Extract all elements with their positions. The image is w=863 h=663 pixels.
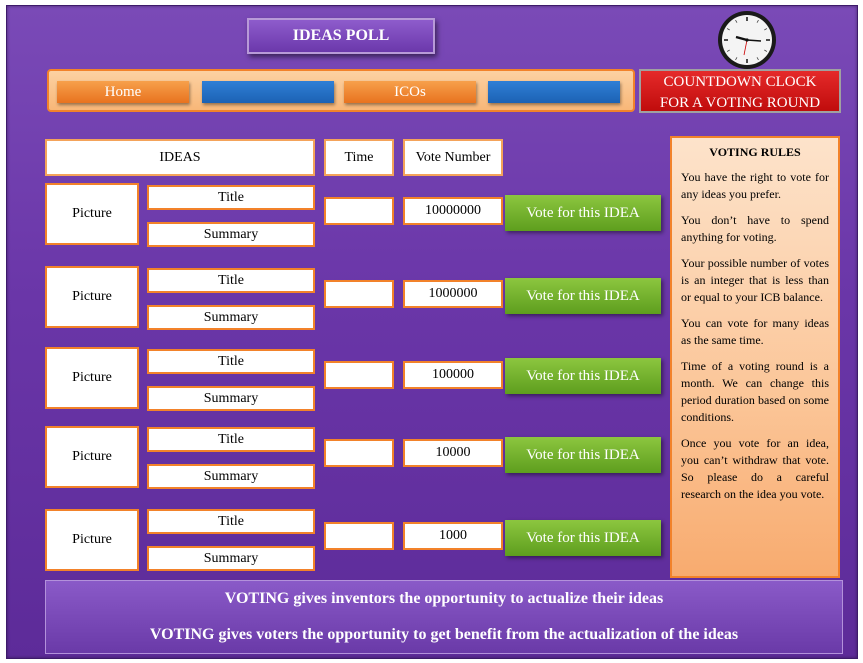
- idea-time: [324, 197, 394, 225]
- rule-text: You don’t have to spend anything for voting.: [681, 213, 829, 244]
- footer-line2: VOTING gives voters the opportunity to get benefit from the actualization of the ideas: [149, 626, 739, 643]
- idea-picture[interactable]: Picture: [45, 183, 139, 245]
- rule-text: You have the right to vote for any ideas you prefer.: [681, 170, 829, 201]
- idea-summary[interactable]: Summary: [147, 222, 315, 247]
- idea-time: [324, 522, 394, 550]
- vote-button[interactable]: Vote for this IDEA: [505, 195, 661, 231]
- vote-button[interactable]: Vote for this IDEA: [505, 278, 661, 314]
- rule-text: Time of a voting round is a month. We can change this period duration based on some conditions.: [681, 359, 829, 424]
- time-header: Time: [324, 139, 394, 176]
- idea-vote-number: 1000: [403, 522, 503, 550]
- rule-text: You can vote for many ideas as the same time.: [681, 316, 829, 347]
- countdown-line2: FOR A VOTING ROUND: [659, 95, 821, 111]
- idea-title[interactable]: Title: [147, 185, 315, 210]
- idea-vote-number: 10000000: [403, 197, 503, 225]
- countdown-clock[interactable]: [639, 69, 841, 113]
- nav-bar: [47, 69, 635, 112]
- idea-summary[interactable]: Summary: [147, 305, 315, 330]
- idea-time: [324, 280, 394, 308]
- nav-item-4[interactable]: [488, 81, 620, 103]
- rule-text: Once you vote for an idea, you can’t withdraw that vote. So please do a careful research on the idea you vote.: [681, 436, 829, 501]
- idea-summary[interactable]: Summary: [147, 386, 315, 411]
- idea-vote-number: 100000: [403, 361, 503, 389]
- footer-banner: [45, 580, 843, 654]
- idea-time: [324, 361, 394, 389]
- poll-page: [6, 5, 858, 659]
- vote-button[interactable]: Vote for this IDEA: [505, 520, 661, 556]
- footer-line1: VOTING gives inventors the opportunity to actualize their ideas: [224, 590, 664, 607]
- idea-title[interactable]: Title: [147, 349, 315, 374]
- idea-picture[interactable]: Picture: [45, 347, 139, 409]
- idea-time: [324, 439, 394, 467]
- nav-icos[interactable]: ICOs: [344, 81, 476, 103]
- idea-vote-number: 1000000: [403, 280, 503, 308]
- clock-icon: [717, 10, 777, 70]
- nav-item-2[interactable]: [202, 81, 334, 103]
- idea-picture[interactable]: Picture: [45, 509, 139, 571]
- idea-summary[interactable]: Summary: [147, 546, 315, 571]
- ideas-header: IDEAS: [45, 139, 315, 176]
- idea-summary[interactable]: Summary: [147, 464, 315, 489]
- countdown-line1: COUNTDOWN CLOCK: [663, 74, 817, 90]
- idea-title[interactable]: Title: [147, 268, 315, 293]
- idea-title[interactable]: Title: [147, 509, 315, 534]
- vote-button[interactable]: Vote for this IDEA: [505, 437, 661, 473]
- vote-number-header: Vote Number: [403, 139, 503, 176]
- idea-vote-number: 10000: [403, 439, 503, 467]
- idea-picture[interactable]: Picture: [45, 266, 139, 328]
- voting-rules-title: VOTING RULES: [709, 145, 801, 159]
- page-title: IDEAS POLL: [247, 18, 435, 54]
- vote-button[interactable]: Vote for this IDEA: [505, 358, 661, 394]
- rule-text: Your possible number of votes is an integer that is less than or equal to your ICB balance.: [681, 256, 829, 304]
- idea-picture[interactable]: Picture: [45, 426, 139, 488]
- nav-home[interactable]: Home: [57, 81, 189, 103]
- idea-title[interactable]: Title: [147, 427, 315, 452]
- voting-rules-panel: [670, 136, 840, 578]
